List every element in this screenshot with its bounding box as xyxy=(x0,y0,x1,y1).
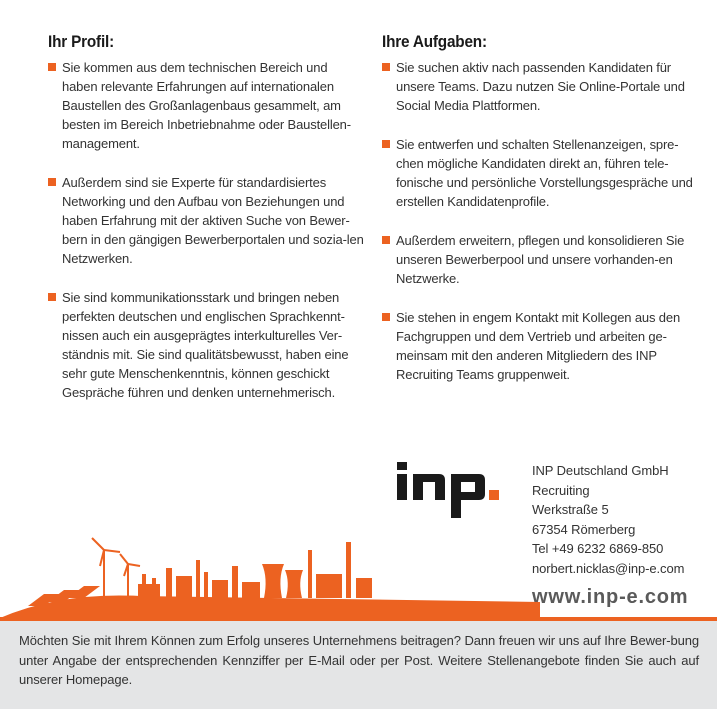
profile-section xyxy=(48,32,366,422)
profile-list xyxy=(48,58,366,402)
tasks-section xyxy=(382,32,700,404)
bullet-square-icon xyxy=(382,313,390,321)
task-item-text: Außerdem erweitern, pflegen und konsolidieren Sie unseren Bewerberpool und unsere vorhanden-en Netzwerke. xyxy=(396,233,685,286)
inp-logo xyxy=(395,460,525,527)
profile-item xyxy=(48,58,366,153)
task-item-text: Sie stehen in engem Kontakt mit Kollegen aus den Fachgruppen und dem Vertrieb und arbeiten ge-meinsam mit den anderen Mitgliedern des INP Recruiting Teams gruppenweit. xyxy=(396,310,681,382)
contact-block xyxy=(532,461,684,578)
department: Recruiting xyxy=(532,482,590,498)
task-item xyxy=(382,58,700,115)
bullet-square-icon xyxy=(48,178,56,186)
footer-box xyxy=(0,621,717,709)
task-item-text: Sie suchen aktiv nach passenden Kandidaten für unsere Teams. Dazu nutzen Sie Online-Portale und Social Media Plattformen. xyxy=(396,60,685,113)
phone-number: Tel +49 6232 6869-850 xyxy=(532,541,664,556)
profile-heading: Ihr Profil: xyxy=(48,32,115,51)
bullet-square-icon xyxy=(48,63,56,71)
postal-city: 67354 Römerberg xyxy=(532,521,636,537)
profile-item-text: Außerdem sind sie Experte für standardisiertes Networking und den Aufbau von Beziehungen und haben Erfahrung mit der aktiven Suche von Bewer-bern in den gängigen Bewerberportalen und sozia-len Netzwerken. xyxy=(62,175,364,266)
website-link[interactable]: www.inp-e.com xyxy=(532,586,689,608)
task-item xyxy=(382,308,700,384)
bullet-square-icon xyxy=(382,63,390,71)
task-item xyxy=(382,135,700,211)
profile-item-text: Sie sind kommunikationsstark und bringen neben perfekten deutschen und englischen Sprachkennt-nissen auch ein ausgeprägtes interkulturelles Ver-ständnis mit. Sie sind qualitätsbewusst, haben eine sehr gute Menschenkenntnis, können geschickt Gespräche führen und denken unternehmerisch. xyxy=(62,290,349,400)
bullet-square-icon xyxy=(382,140,390,148)
task-item xyxy=(382,231,700,288)
profile-item xyxy=(48,173,366,268)
email-address[interactable]: norbert.nicklas@inp-e.com xyxy=(532,560,685,576)
company-name: INP Deutschland GmbH xyxy=(532,463,669,478)
bullet-square-icon xyxy=(48,293,56,301)
footer-text: Möchten Sie mit Ihrem Können zum Erfolg unseres Unternehmens beitragen? Dann freuen wir uns auf Ihre Bewer-bung unter Angabe der entsprechenden Kennziffer per E-Mail oder per Post. Weitere Stellenangebote finden Sie auch auf unserer Homepage. xyxy=(19,633,699,687)
tasks-list xyxy=(382,58,700,384)
profile-item xyxy=(48,288,366,402)
street-address: Werkstraße 5 xyxy=(532,502,609,517)
task-item-text: Sie entwerfen und schalten Stellenanzeigen, spre-chen mögliche Kandidaten direkt an, führen tele-fonische und persönliche Vorstellungsgespräche und erstellen Kandidatenprofile. xyxy=(396,137,693,209)
tasks-heading: Ihre Aufgaben: xyxy=(382,32,487,51)
industrial-skyline-icon xyxy=(0,530,540,625)
bullet-square-icon xyxy=(382,236,390,244)
profile-item-text: Sie kommen aus dem technischen Bereich und haben relevante Erfahrungen auf internationalen Baustellen des Großanlagenbaus gesammelt, am besten im Bereich Inbetriebnahme oder Baustellen-management. xyxy=(62,60,351,151)
